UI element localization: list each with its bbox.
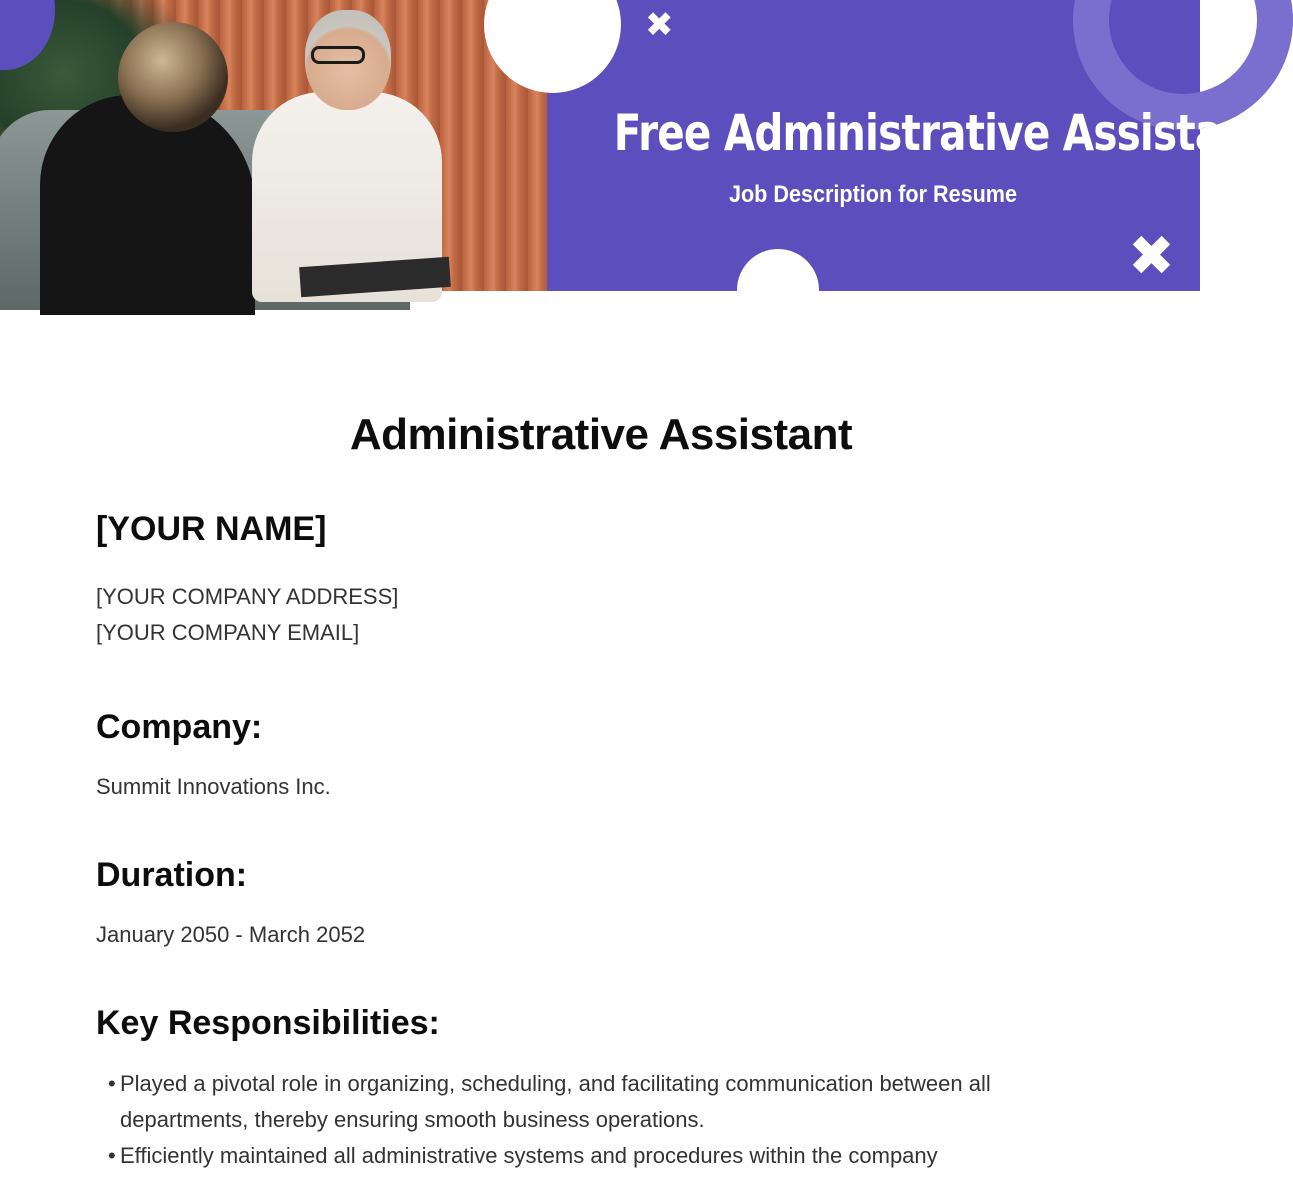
banner-subtitle: Job Description for Resume bbox=[728, 181, 1018, 208]
document-title: Administrative Assistant bbox=[349, 410, 853, 459]
duration-heading: Duration: bbox=[96, 856, 248, 894]
list-item: • Played a pivotal role in organizing, scheduling, and facilitating communication between all departments, thereby ensuring smooth business operations. bbox=[108, 1066, 1080, 1138]
responsibilities-heading: Key Responsibilities: bbox=[96, 1004, 440, 1042]
company-address: [YOUR COMPANY ADDRESS] bbox=[96, 584, 399, 609]
header-banner bbox=[0, 0, 1268, 291]
company-section bbox=[96, 708, 1106, 800]
office-meeting-photo bbox=[0, 0, 547, 291]
cross-icon: ✖ bbox=[645, 6, 674, 44]
company-value: Summit Innovations Inc. bbox=[96, 774, 331, 799]
name-placeholder: [YOUR NAME] bbox=[96, 510, 327, 548]
banner-title: Free Administrative Assistant bbox=[613, 104, 1268, 162]
contact-block bbox=[96, 579, 1106, 651]
company-heading: Company: bbox=[96, 708, 263, 746]
company-email: [YOUR COMPANY EMAIL] bbox=[96, 620, 360, 645]
decorative-circle bbox=[737, 249, 819, 331]
list-item: • Efficiently maintained all administrative systems and procedures within the company bbox=[108, 1138, 1080, 1174]
cross-icon: ✖ bbox=[1128, 224, 1175, 287]
document-body bbox=[96, 410, 1106, 1174]
responsibilities-section bbox=[96, 1004, 1106, 1174]
duration-value: January 2050 - March 2052 bbox=[96, 922, 366, 947]
responsibilities-list bbox=[96, 1066, 1106, 1174]
duration-section bbox=[96, 856, 1106, 948]
